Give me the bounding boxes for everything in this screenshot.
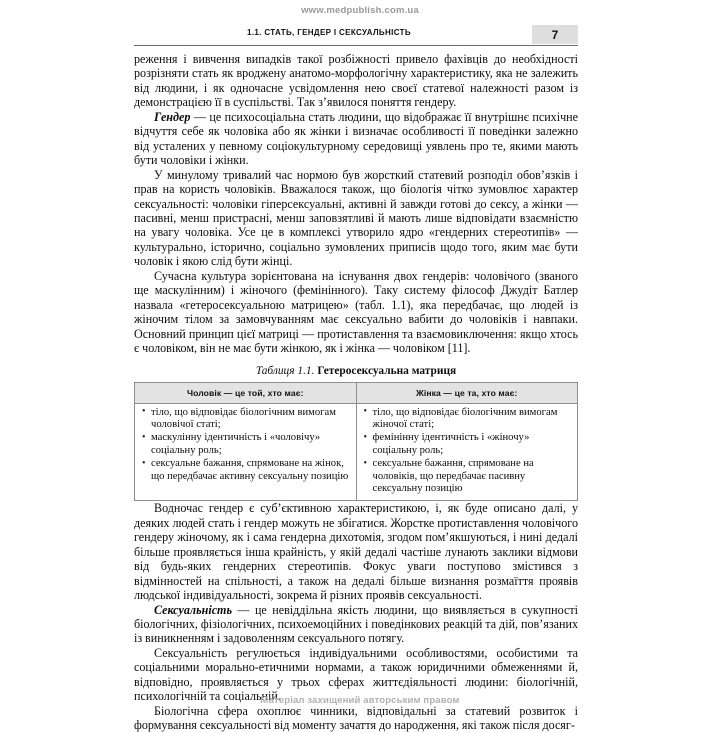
paragraph-biological-sphere: Біологічна сфера охоплює чинники, відповідальні за статевий розвиток і формування сексуальності від моменту зачаття до народження, які також після досяг-: [134, 703, 578, 733]
list-item: • тіло, що відповідає біологічним вимогам чоловічої статі;: [140, 407, 351, 432]
term-gender-text: — це психосоціальна стать людини, що відображає її внутрішнє психічне відчуття себе як чоловіка або як жінки і визначає особливості її поведінки залежно від усталених у певному соціокультурному середовищі уявлень про те, якими мають бути чоловіки і жінки.: [134, 109, 578, 168]
table-cell-male: [135, 403, 357, 501]
paragraph-continuation: реження і вивчення випадків такої розбіжності привело фахівців до необхідності розрізняти стать як вроджену анатомо-морфологічну характеристику, яка не залежить від людини, і як одночасне усвідомлення нею своєї статевої належності разом із демонстрацією її в суспільстві. Так з’явилося поняття гендеру.: [134, 52, 578, 110]
term-sexuality: Сексуальність: [154, 602, 232, 617]
table-header-male: Чоловік — це той, хто має:: [135, 382, 357, 403]
table-row: [135, 403, 578, 501]
table-caption: [134, 365, 578, 378]
table-header-female: Жінка — це та, хто має:: [356, 382, 578, 403]
site-watermark: www.medpublish.com.ua: [301, 5, 419, 16]
copyright-watermark: Матеріал захищений авторським правом: [260, 695, 460, 706]
paragraph-gender-definition: [134, 110, 578, 168]
list-item: • тіло, що відповідає біологічним вимогам жіночої статі;: [362, 407, 573, 432]
heterosexual-matrix-table: [134, 382, 578, 502]
table-header-row: [135, 382, 578, 403]
page-number: 7: [551, 27, 559, 42]
paragraph-heterosexual-matrix: Сучасна культура зорієнтована на існування двох гендерів: чоловічого (званого ще маскулінним) і жіночого (фемінінного). Таку систему філософ Джудіт Батлер назвала «гетеросексуальною матрицею» (табл. 1.1), яка передбачає, що людей із жіночим тілом за замовчуванням має сексуально вабити до чоловіків і навпаки. Основний принцип цієї матриці — протиставлення та взаємовиключення: якщо хтось є чоловіком, він не має бути жінкою, як і жінка — чоловіком [11].: [134, 268, 578, 356]
header-rule: [134, 45, 578, 46]
paragraph-gender-subjectivity: Водночас гендер є суб’єктивною характеристикою, і, як буде описано далі, у деяких людей стать і гендер можуть не збігатися. Жорстке протиставлення чоловічого гендеру жіночому, як і сама гендерна дихотомія, згодом пом’якшуються, і нині дедалі більше проявляється інша крайність, у якій дедалі частіше лунають заклики відмови від будь-яких гендерних стереотипів. Фокус уваги поступово змістився з відмінностей на спільності, а також на дедалі більше визнання розмаїття проявів людської індивідуальності, зокрема й різних проявів сексуальності.: [134, 501, 578, 603]
female-criteria-list: [362, 407, 573, 496]
table-cell-female: [356, 403, 578, 501]
term-gender: Гендер: [154, 109, 191, 124]
page-content: [134, 52, 578, 733]
table-caption-number: Таблиця 1.1.: [255, 364, 315, 377]
paragraph-historical-norms: У минулому тривалий час нормою був жорсткий статевий розподіл обов’язків і прав на користь чоловіків. Вважалося також, що біологія чітко зумовлює характер сексуальності: чоловіки гіперсексуальні, активні й завжди готові до сексу, а жінки — пасивні, менш пристрасні, менш заповзятливі й мають лише відповідати взаємністю на увагу чоловіка. Усе це в комплексі утворило ядро «гендерних стереотипів» — культурально, історично, соціально зумовлених приписів щодо того, яким має бути чоловік і якою слід бути жінці.: [134, 167, 578, 269]
table-block: [134, 365, 578, 502]
table-caption-title: Гетеросексуальна матриця: [314, 364, 457, 377]
list-item: • фемінінну ідентичність і «жіночу» соціальну роль;: [362, 432, 573, 457]
page-number-badge: [532, 25, 578, 44]
list-item: • сексуальне бажання, спрямоване на жінок, що передбачає активну сексуальну позицію: [140, 458, 351, 483]
term-sexuality-text: — це невіддільна якість людини, що виявляється в сукупності біологічних, фізіологічних, психоемоційних і поведінкових реакцій та дій, пов’язаних із виникненням і задоволенням сексуального потягу.: [134, 602, 578, 646]
list-item: • маскулінну ідентичність і «чоловічу» соціальну роль;: [140, 432, 351, 457]
paragraph-sexuality-regulation: Сексуальність регулюється індивідуальними особливостями, особистими та соціальними морально-етичними нормами, а також юридичними обмеженнями й, відповідно, проявляється у трьох сферах життєдіяльності людини: біологічній, психологічній та соціальній.: [134, 645, 578, 704]
paragraph-sexuality-definition: [134, 603, 578, 646]
running-head: [134, 27, 578, 45]
running-head-title: 1.1. СТАТЬ, ГЕНДЕР І СЕКСУАЛЬНІСТЬ: [247, 28, 411, 37]
list-item: • сексуальне бажання, спрямоване на чоловіків, що передбачає пасивну сексуальну позицію: [362, 458, 573, 495]
male-criteria-list: [140, 407, 351, 483]
